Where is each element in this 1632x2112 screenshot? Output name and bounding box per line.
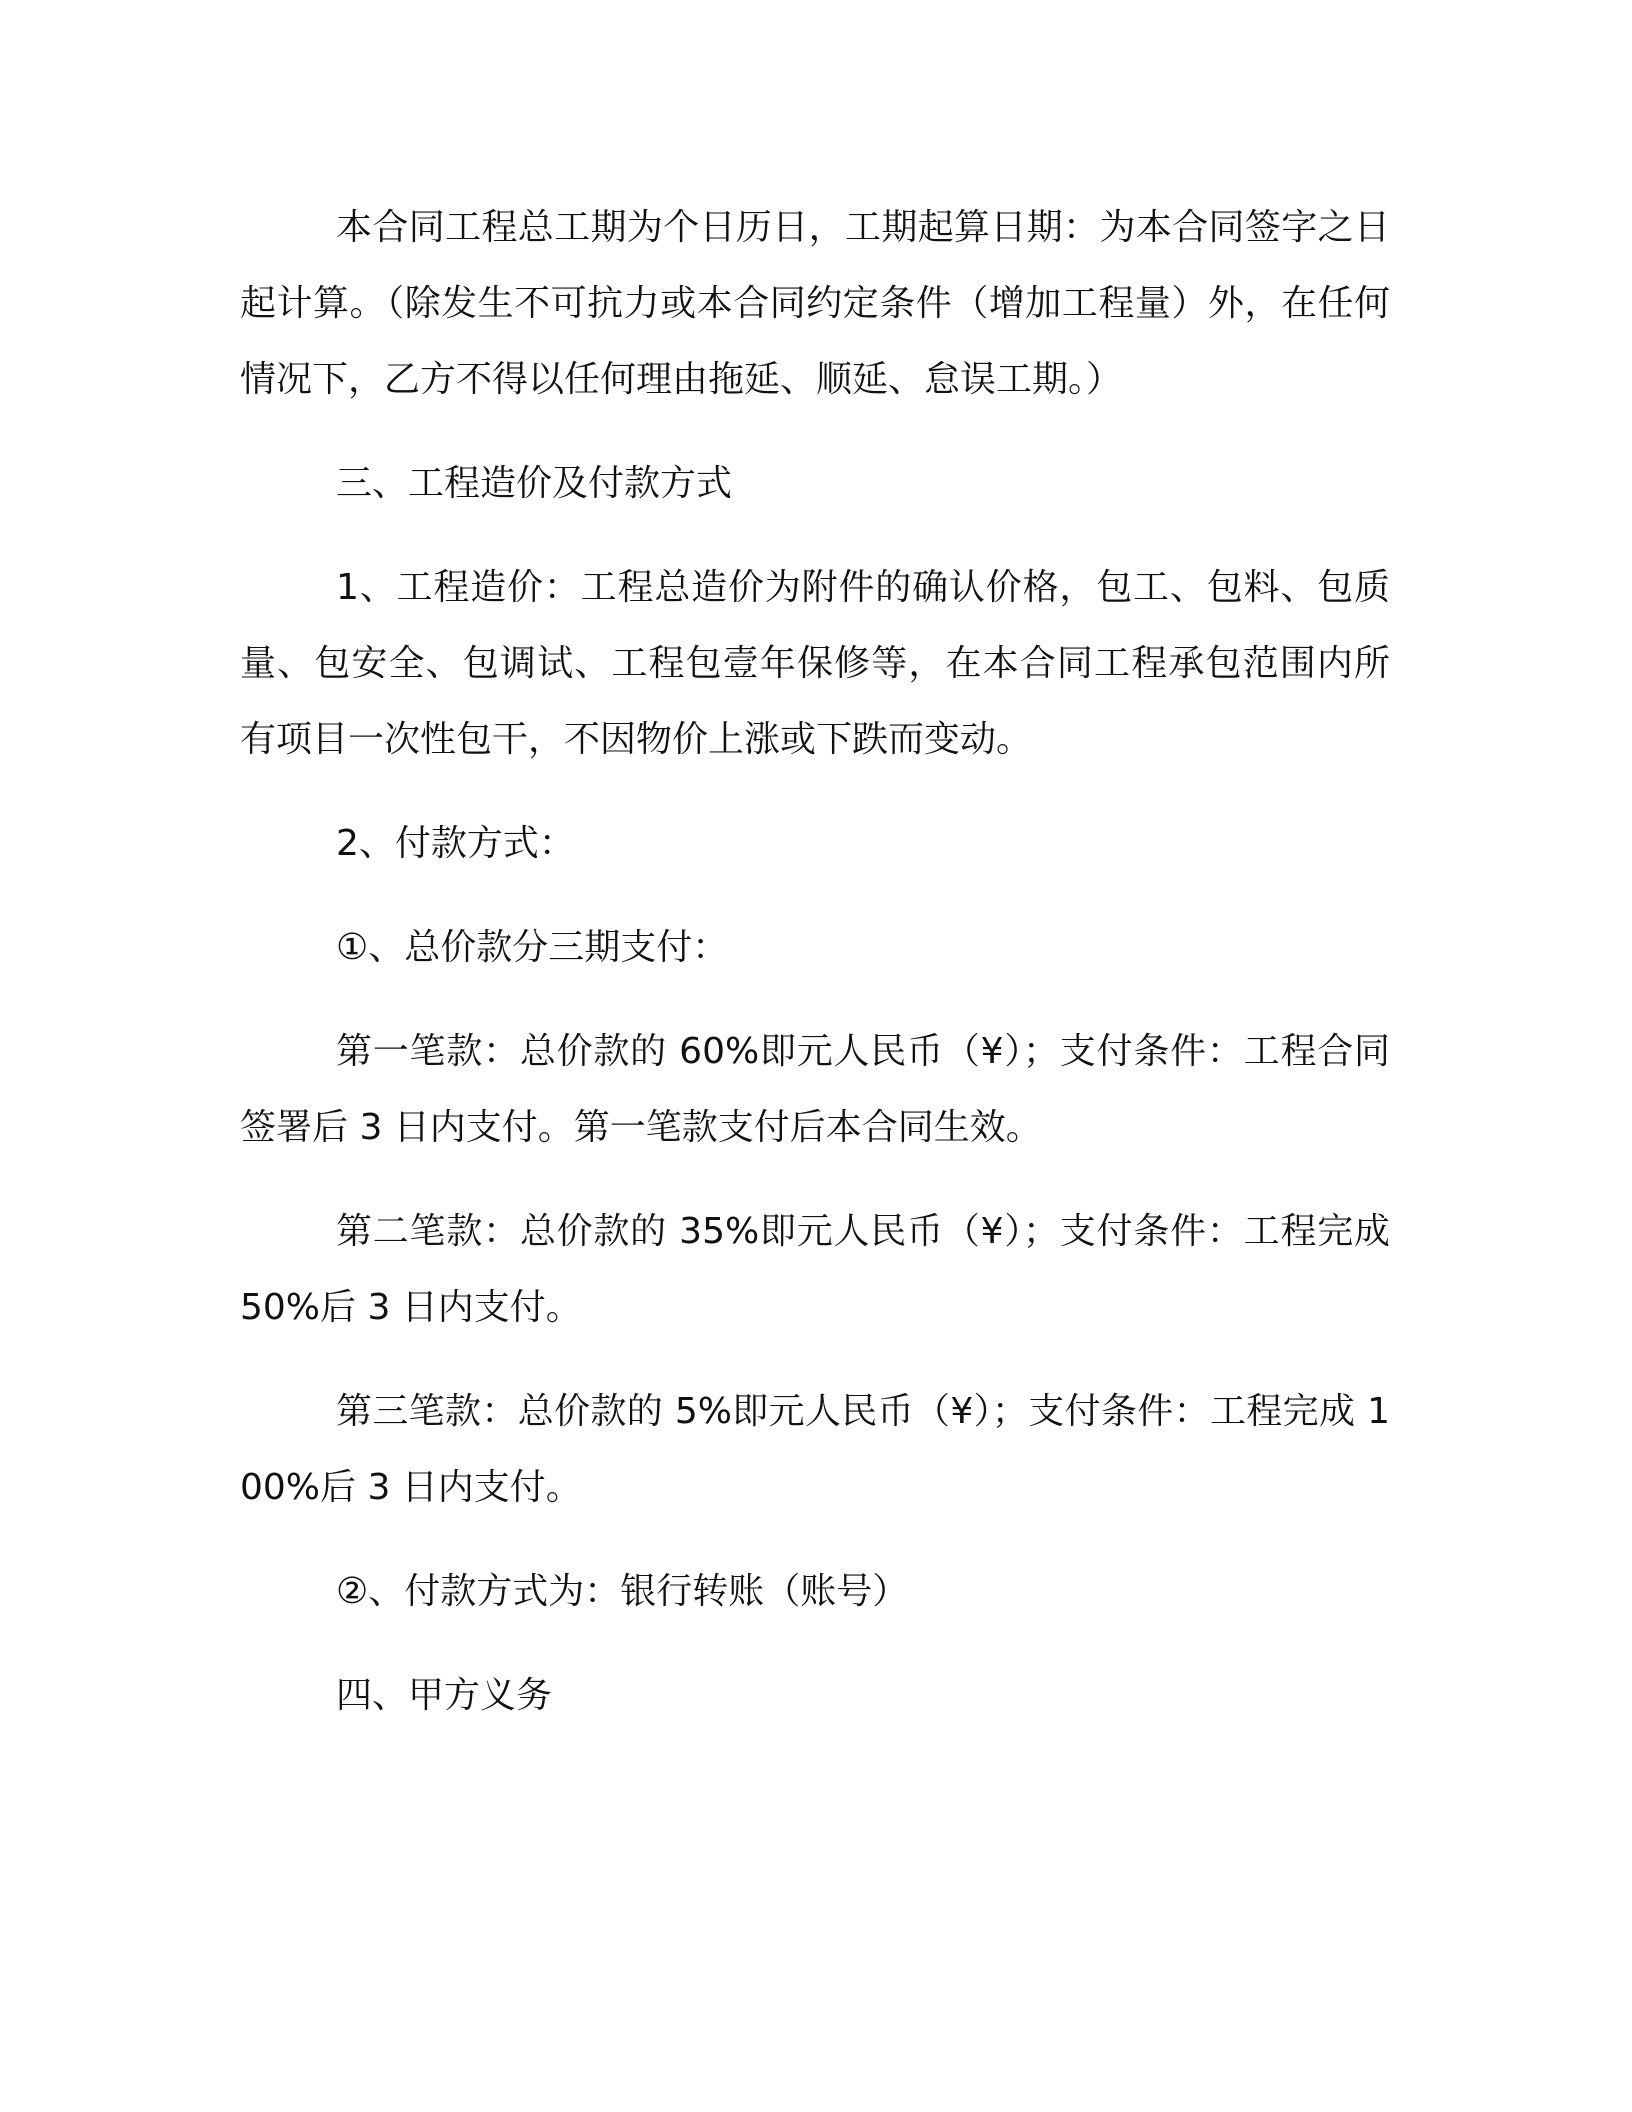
paragraph-three-installments: ①、总价款分三期支付： [336,927,729,968]
paragraph-second-payment: 第二笔款：总价款的 35%即元人民币（¥）；支付条件：工程完成 50%后 3 日内支付。 [240,1211,1390,1328]
document-body [240,190,1390,1762]
paragraph-third-payment: 第三笔款：总价款的 5%即元人民币（¥）；支付条件：工程完成 100%后 3 日内支付。 [240,1391,1390,1508]
paragraph-first-payment: 第一笔款：总价款的 60%即元人民币（¥）；支付条件：工程合同签署后 3 日内支付。第一笔款支付后本合同生效。 [240,1031,1390,1148]
paragraph-project-cost: 1、工程造价：工程总造价为附件的确认价格，包工、包料、包质量、包安全、包调试、工程包壹年保修等，在本合同工程承包范围内所有项目一次性包干，不因物价上涨或下跌而变动。 [240,567,1390,760]
section-heading-price-payment: 三、工程造价及付款方式 [336,463,733,504]
subheading-payment-method: 2、付款方式： [336,823,575,864]
section-heading-party-a-obligations: 四、甲方义务 [336,1675,553,1716]
paragraph-transfer-method: ②、付款方式为：银行转账（账号） [336,1571,909,1612]
paragraph-construction-period: 本合同工程总工期为个日历日，工期起算日期：为本合同签字之日起计算。（除发生不可抗力或本合同约定条件（增加工程量）外，在任何情况下，乙方不得以任何理由拖延、顺延、怠误工期。） [240,207,1390,400]
